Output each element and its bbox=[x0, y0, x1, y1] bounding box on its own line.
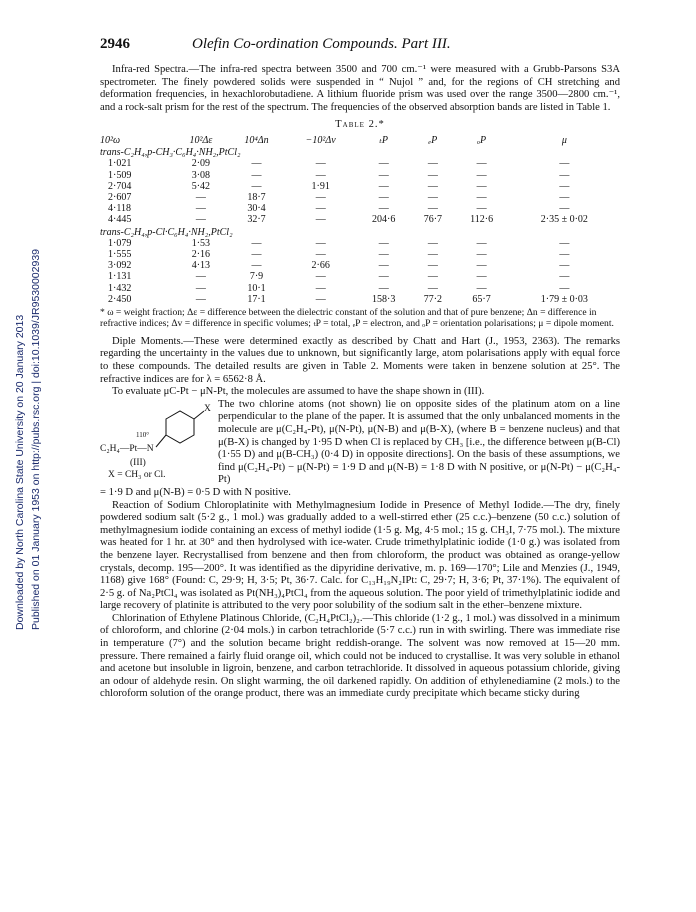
table-cell: 1·021 bbox=[108, 158, 132, 170]
table-cell: 10·1 bbox=[247, 282, 266, 294]
table-cell: — bbox=[315, 249, 326, 260]
page-number: 2946 bbox=[100, 36, 130, 52]
table-cell: — bbox=[559, 260, 570, 272]
table-cell: — bbox=[476, 260, 487, 272]
table-cell: 4·445 bbox=[108, 214, 132, 226]
table-cell: — bbox=[476, 191, 487, 203]
table-cell: 2·704 bbox=[108, 180, 132, 192]
table-cell: 1·432 bbox=[108, 282, 132, 294]
table-cell: — bbox=[315, 237, 326, 249]
table-cell: — bbox=[378, 260, 389, 272]
table-cell: 77·2 bbox=[423, 293, 443, 305]
paragraph-dipole: Diple Moments.—These were determined exactly as described by Chatt and Hart (J., 1953, 2363). The remarks regarding the uncertainty in the values due to unknown, but significantly large, atom polarisations apply with equal force to these compounds. The detailed results are given in Table 2. Moments were taken in benzene solution at 25°. The refractive indices are for λ = 6562·8 Å. bbox=[100, 335, 620, 385]
table-body bbox=[100, 146, 620, 305]
table-cell: — bbox=[427, 180, 438, 192]
table-cell: — bbox=[251, 158, 262, 170]
table-cell: — bbox=[476, 169, 487, 181]
table-cell: — bbox=[251, 249, 262, 260]
table-cell: — bbox=[195, 271, 206, 283]
figure-number: (III) bbox=[130, 457, 146, 468]
table-cell: — bbox=[378, 282, 389, 294]
table-cell: — bbox=[378, 203, 389, 215]
structure-figure-iii bbox=[100, 399, 218, 481]
table-header-cell: μ bbox=[561, 134, 567, 146]
table-cell: — bbox=[476, 180, 487, 192]
bond-ring-x bbox=[194, 411, 204, 419]
table-group-row bbox=[100, 226, 620, 238]
table-cell: 204·6 bbox=[372, 214, 396, 226]
table-cell: — bbox=[315, 191, 326, 203]
page-header bbox=[100, 38, 620, 64]
paragraph-evaluate-end: = 1·9 D and μ(N-B) = 0·5 D with N positive. bbox=[100, 486, 291, 498]
table-cell: 65·7 bbox=[472, 293, 491, 305]
table-cell: 2·35 ± 0·02 bbox=[540, 214, 588, 226]
table-cell: 158·3 bbox=[372, 293, 396, 305]
bond-n-ring bbox=[156, 435, 166, 447]
table-cell: 1·79 ± 0·03 bbox=[540, 293, 588, 305]
table-cell: — bbox=[315, 169, 326, 181]
table-cell: 1·53 bbox=[191, 237, 211, 249]
table-cell: — bbox=[476, 271, 487, 283]
paragraph-reaction: Reaction of Sodium Chloroplatinite with Methylmagnesium Iodide in Presence of Methyl Iodide.—The dry, finely powdered sodium salt (5·2 g., 1 mol.) was gradually added to a well-stirred ether (25 c.c.)–benzene (50 c.c.) solution of methylmagnesium iodide containing an excess of methyl iodide (1·5 g. Mg, 4·5 mol.; 15 g. CH₃I, 7·75 mol.). The mixture was heated for 1 hr. at 30° and then hydrolysed with ice-water. Crude trimethylplatinic iodide (1·0 g.) was isolated from the benzene layer. Recrystallised from benzene and then from chloroform, the product was obtained as orange-yellow crystals, decomp. 195—200°. It was identified as the dipyridine derivative, m. p. 169—170°; Lile and Menzies (J., 1949, 1168) give 168° (Found: C, 29·9; H, 3·5; Pt, 36·7. Calc. for C₁₃H₁₉N₂IPt: C, 29·7; H, 3·6; Pt, 37·1%). The equivalent of 2·5 g. of Na₂PtCl₄ was isolated as Pt(NH₃)₄PtCl₄ from the aqueous solution. The poor yield of trimethylplatinic iodide and large recovery of platinite is attributed to the very poor solubility of the sodium salt in the ether–benzene mixture. bbox=[100, 499, 620, 612]
table-row bbox=[100, 271, 620, 282]
table-row bbox=[100, 170, 620, 181]
table-row bbox=[100, 158, 620, 169]
table-cell: 2·09 bbox=[191, 158, 211, 170]
table-header-row bbox=[100, 135, 620, 146]
table-cell: 30·4 bbox=[247, 203, 266, 215]
table-header-cell: ₑP bbox=[428, 134, 438, 146]
table-cell: 2·607 bbox=[108, 191, 132, 203]
table-group-row bbox=[100, 146, 620, 158]
table-cell: — bbox=[476, 282, 487, 294]
table-cell: 3·092 bbox=[108, 260, 132, 272]
running-title: Olefin Co-ordination Compounds. Part III. bbox=[192, 36, 451, 52]
table-cell: — bbox=[251, 180, 262, 192]
table-cell: 2·450 bbox=[108, 293, 132, 305]
table-cell: — bbox=[378, 180, 389, 192]
table-cell: 4·13 bbox=[191, 260, 211, 272]
table-cell: — bbox=[378, 271, 389, 283]
table-cell: — bbox=[476, 158, 487, 170]
table-cell: — bbox=[476, 203, 487, 215]
table-row bbox=[100, 249, 620, 260]
table-row bbox=[100, 181, 620, 192]
table-header-cell: 10²Δε bbox=[189, 134, 213, 146]
table-cell: — bbox=[315, 214, 326, 226]
table-cell: 3·08 bbox=[191, 169, 211, 181]
table-cell: — bbox=[315, 158, 326, 170]
table-cell: — bbox=[195, 214, 206, 226]
table-cell: — bbox=[559, 180, 570, 192]
benzene-ring bbox=[166, 411, 194, 443]
table-row bbox=[100, 214, 620, 225]
table-cell: — bbox=[476, 237, 487, 249]
table-cell: — bbox=[427, 191, 438, 203]
table-row bbox=[100, 203, 620, 214]
table-cell: 18·7 bbox=[247, 191, 266, 203]
table-header-cell: ₜP bbox=[379, 134, 388, 146]
table-cell: — bbox=[427, 260, 438, 272]
table-cell: — bbox=[195, 282, 206, 294]
table-cell: — bbox=[559, 282, 570, 294]
table-row bbox=[100, 192, 620, 203]
table-row bbox=[100, 283, 620, 294]
table-cell: — bbox=[378, 237, 389, 249]
table-header-cell: 10⁴Δn bbox=[244, 134, 269, 146]
table-cell: — bbox=[559, 271, 570, 283]
table-cell: — bbox=[427, 249, 438, 260]
table-cell: 1·079 bbox=[108, 237, 132, 249]
table-header-cell: −10²Δv bbox=[305, 134, 336, 146]
figure-and-text bbox=[100, 399, 620, 487]
angle-label: 110° bbox=[136, 430, 150, 439]
table-cell: — bbox=[427, 203, 438, 215]
table-caption: Table 2.* bbox=[335, 119, 385, 131]
table-cell: 2·66 bbox=[311, 260, 330, 272]
table-cell: 1·131 bbox=[108, 271, 132, 283]
table-cell: — bbox=[559, 249, 570, 260]
table-cell: — bbox=[195, 203, 206, 215]
table-cell: — bbox=[559, 158, 570, 170]
table-cell: 4·118 bbox=[108, 203, 131, 215]
table-cell: — bbox=[378, 158, 389, 170]
table-cell: — bbox=[315, 293, 326, 305]
table-cell: 1·509 bbox=[108, 169, 132, 181]
table-cell: — bbox=[427, 158, 438, 170]
compound-label: trans-C₂H₄,p-CH₃·C₆H₄·NH₂,PtCl₂ bbox=[100, 147, 241, 159]
table-cell: 112·6 bbox=[470, 214, 494, 226]
table-header-cell: ₒP bbox=[477, 134, 487, 146]
table-cell: 7·9 bbox=[249, 271, 264, 283]
table-cell: — bbox=[251, 237, 262, 249]
table-cell: — bbox=[251, 169, 262, 181]
table-cell: — bbox=[427, 282, 438, 294]
download-notice: Downloaded by North Carolina State University on 20 January 2013 bbox=[14, 314, 26, 630]
table-cell: 32·7 bbox=[247, 214, 266, 226]
table-cell: 76·7 bbox=[423, 214, 443, 226]
table-header-cell: 10²ω bbox=[100, 134, 121, 146]
table-cell: 1·555 bbox=[108, 249, 132, 260]
paragraph-infrared: Infra-red Spectra.—The infra-red spectra between 3500 and 700 cm.⁻¹ were measured with a Grubb-Parsons S3A spectrometer. The finely powdered solids were suspended in “ Nujol ” and, for the regions of CH stretching and deformation frequencies, in hexachlorobutadiene. A lithium fluoride prism was used over the range 3500—2800 cm.⁻¹, and a rock-salt prism for the rest of the spectrum. The frequencies of the observed absorption bands are listed in Table 1. bbox=[100, 64, 620, 113]
table-cell: — bbox=[427, 169, 438, 181]
data-table bbox=[100, 135, 620, 305]
table-cell: — bbox=[427, 237, 438, 249]
figure-caption: X = CH₃ or Cl. bbox=[108, 469, 166, 480]
table-cell: 17·1 bbox=[247, 293, 266, 305]
table-cell: — bbox=[559, 169, 570, 181]
doi-notice[interactable]: Published on 01 January 1953 on http://pubs.rsc.org | doi:10.1039/JR9530002939 bbox=[30, 248, 42, 630]
paragraph-chlorination: Chlorination of Ethylene Platinous Chloride, (C₂H₄PtCl₂)₂.—This chloride (1·2 g., 1 mol.) was dissolved in a minimum of chloroform, and chlorine (2·04 mols.) in carbon tetrachloride (5·7 c.c.) run in with swirling. There was immediate rise in temperature (7°) and the solution became bright reddish-orange. The solvent was now removed at 15—20 mm. pressure. There remained a fairly fluid orange oil, which could not be induced to crystallise. It was very soluble in ethanol and acetone but insoluble in ligroin, benzene, and carbon tetrachloride. It dissolved in aqueous potassium chloride, giving an odour of aldehyde resin. On slight warming, the oil darkened rapidly. On addition of ethylenediamine (2 mols.) to the chloroform solution of the orange product, there was an immediate curdy precipitate which became sticky during bbox=[100, 612, 620, 700]
table-row bbox=[100, 260, 620, 271]
compound-label: trans-C₂H₄,p-Cl·C₆H₄·NH₂,PtCl₂ bbox=[100, 226, 233, 238]
table-cell: — bbox=[195, 293, 206, 305]
table-cell: — bbox=[427, 271, 438, 283]
table-cell: — bbox=[378, 191, 389, 203]
table-cell: 5·42 bbox=[191, 180, 211, 192]
table-row bbox=[100, 238, 620, 249]
table-cell: 1·91 bbox=[311, 180, 330, 192]
table-cell: — bbox=[315, 271, 326, 283]
download-sidebar bbox=[2, 210, 42, 630]
table-cell: — bbox=[195, 191, 206, 203]
table-footnote: * ω = weight fraction; Δε = difference between the dielectric constant of the solution and that of pure benzene; Δn = difference in refractive indices; Δv = difference in specific volumes; ₜP = total, ₑP = electron, and ₒP = orientation polarisations; μ = dipole moment. bbox=[100, 307, 614, 330]
table-row bbox=[100, 294, 620, 305]
table-cell: — bbox=[378, 169, 389, 181]
table-cell: — bbox=[559, 237, 570, 249]
table-cell: — bbox=[251, 260, 262, 272]
x-substituent-label: X bbox=[204, 403, 211, 414]
paragraph-evaluate-intro: To evaluate μC-Pt − μN-Pt, the molecules are assumed to have the shape shown in (III). bbox=[112, 386, 485, 398]
paragraph-evaluate-side: The two chlorine atoms (not shown) lie on opposite sides of the platinum atom on a line perpendicular to the plane of the paper. It is assumed that the only unbalanced moments in the molecule are μ(C₂H₄-Pt), μ(N-Pt), μ(N-B) and μ(B-X), (where B = benzene nucleus) and that μ(B-X) is changed by 1·95 D when Cl is replaced by CH₃ [i.e., the difference between μ(B-Cl) (1·55 D) and μ(B-CH₃) (0·4 D) in opposite directions]. On the basis of these assumptions, we find μ(C₂H₄-Pt) − μ(N-Pt) = 1·9 D and μ(N-B) = 1·8 D with N positive, or μ(N-Pt) − μ(C₂H₄-Pt) bbox=[218, 398, 620, 486]
paper-page bbox=[100, 38, 620, 701]
table-cell: — bbox=[315, 203, 326, 215]
table-cell: — bbox=[476, 249, 487, 260]
table-cell: — bbox=[559, 191, 570, 203]
table-cell: — bbox=[315, 282, 326, 294]
table-cell: — bbox=[378, 249, 389, 260]
table-cell: 2·16 bbox=[191, 249, 211, 260]
table-cell: — bbox=[559, 203, 570, 215]
ligand-chain-label: C₂H₄—Pt—N bbox=[100, 443, 154, 454]
